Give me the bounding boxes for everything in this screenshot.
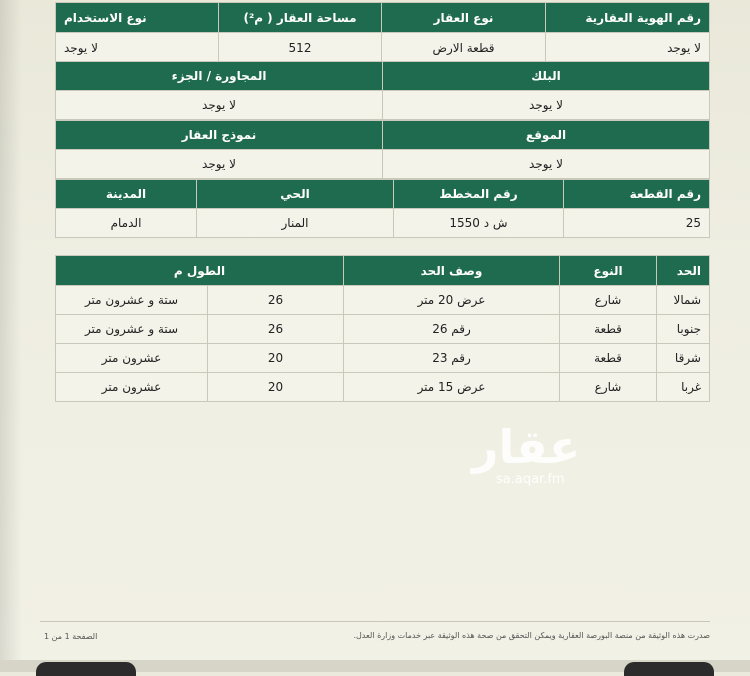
boundary-description: رقم 23: [344, 344, 560, 373]
boundary-length: 26: [208, 286, 344, 315]
footer-divider: [40, 621, 710, 622]
header-neighborhood-part: المجاورة / الجزء: [56, 62, 383, 91]
value-district: المنار: [197, 209, 394, 238]
header-property-model: نموذج العقار: [56, 121, 383, 150]
property-info-table: [55, 2, 710, 63]
location-table: [55, 120, 710, 179]
boundary-length-text: عشرون متر: [56, 373, 208, 402]
boundary-length-text: ستة و عشرون متر: [56, 286, 208, 315]
location-value-row: [56, 150, 710, 179]
header-property-id: رقم الهوية العقارية: [546, 3, 710, 33]
plot-info-table: [55, 179, 710, 238]
boundary-side: جنوبا: [657, 315, 710, 344]
plot-info-value-row: [56, 209, 710, 238]
block-header-row: [56, 62, 710, 91]
boundary-type: شارع: [560, 373, 657, 402]
boundary-type: قطعة: [560, 344, 657, 373]
value-city: الدمام: [56, 209, 197, 238]
boundary-length: 20: [208, 373, 344, 402]
table-row: [56, 344, 710, 373]
boundary-side: شرقا: [657, 344, 710, 373]
page-shadow: [0, 0, 22, 672]
value-plot-number: 25: [564, 209, 710, 238]
table-row: [56, 373, 710, 402]
value-property-model: لا يوجد: [56, 150, 383, 179]
boundary-side: شمالا: [657, 286, 710, 315]
boundary-description: عرض 15 متر: [344, 373, 560, 402]
header-boundary-length: الطول م: [56, 256, 344, 286]
value-plan-number: ش د 1550: [394, 209, 564, 238]
boundary-description: عرض 20 متر: [344, 286, 560, 315]
value-neighborhood-part: لا يوجد: [56, 91, 383, 120]
table-row: [56, 286, 710, 315]
viewer-control-left[interactable]: [36, 662, 136, 676]
header-city: المدينة: [56, 180, 197, 209]
boundary-type: قطعة: [560, 315, 657, 344]
boundaries-table: [55, 255, 710, 402]
value-location: لا يوجد: [383, 150, 710, 179]
page-number: الصفحة 1 من 1: [44, 632, 98, 641]
boundary-description: رقم 26: [344, 315, 560, 344]
header-boundary-type: النوع: [560, 256, 657, 286]
value-property-type: قطعة الارض: [382, 33, 546, 63]
header-property-area: مساحة العقار ( م²): [219, 3, 382, 33]
value-usage-type: لا يوجد: [56, 33, 219, 63]
header-plot-number: رقم القطعة: [564, 180, 710, 209]
boundary-length: 20: [208, 344, 344, 373]
header-boundary-description: وصف الحد: [344, 256, 560, 286]
aqar-watermark-logo: عقار: [472, 420, 581, 474]
aqar-watermark-url: sa.aqar.fm: [496, 472, 565, 487]
value-property-id: لا يوجد: [546, 33, 710, 63]
header-plan-number: رقم المخطط: [394, 180, 564, 209]
header-block: البلك: [383, 62, 710, 91]
boundary-length: 26: [208, 315, 344, 344]
header-district: الحي: [197, 180, 394, 209]
header-usage-type: نوع الاستخدام: [56, 3, 219, 33]
block-table: [55, 61, 710, 120]
header-boundary-side: الحد: [657, 256, 710, 286]
viewer-control-right[interactable]: [624, 662, 714, 676]
header-location: الموقع: [383, 121, 710, 150]
property-info-header-row: [56, 3, 710, 33]
block-value-row: [56, 91, 710, 120]
boundary-type: شارع: [560, 286, 657, 315]
boundaries-header-row: [56, 256, 710, 286]
value-block: لا يوجد: [383, 91, 710, 120]
boundary-length-text: ستة و عشرون متر: [56, 315, 208, 344]
location-header-row: [56, 121, 710, 150]
value-property-area: 512: [219, 33, 382, 63]
boundary-length-text: عشرون متر: [56, 344, 208, 373]
table-row: [56, 315, 710, 344]
header-property-type: نوع العقار: [382, 3, 546, 33]
boundary-side: غربا: [657, 373, 710, 402]
footer-note: صدرت هذه الوثيقة من منصة البورصة العقارية ويمكن التحقق من صحة هذه الوثيقة عبر خدمات وزارة العدل.: [353, 631, 710, 640]
property-info-value-row: [56, 33, 710, 63]
plot-info-header-row: [56, 180, 710, 209]
